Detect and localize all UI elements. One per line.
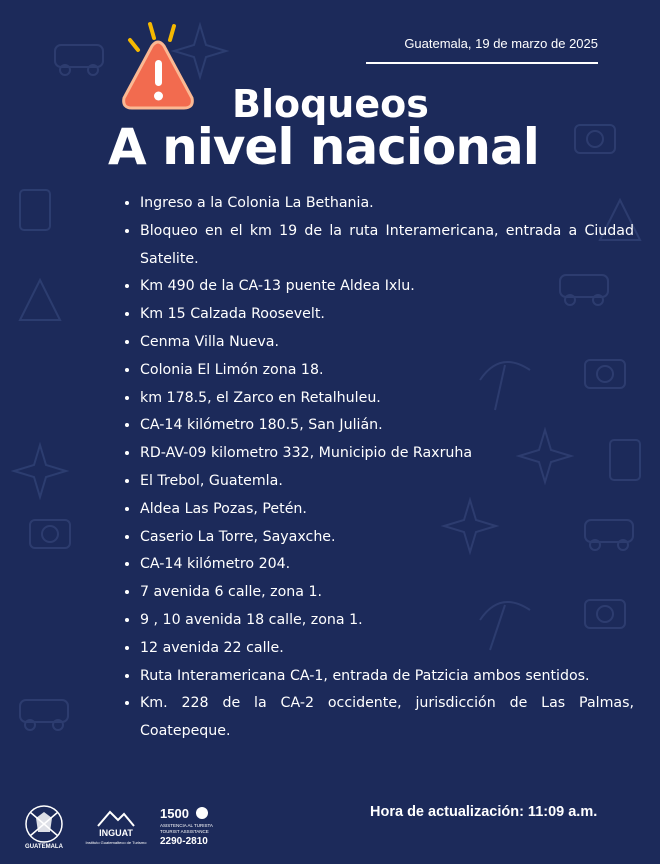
list-item: • CA-14 kilómetro 204. — [140, 551, 634, 579]
list-item: • El Trebol, Guatemla. — [140, 468, 634, 496]
blockade-list — [118, 190, 634, 746]
footer-logos — [20, 800, 220, 852]
list-item: • RD-AV-09 kilometro 332, Municipio de Raxruha — [140, 440, 634, 468]
tourist-assistance-logo — [160, 806, 213, 847]
list-item: • Aldea Las Pozas, Petén. — [140, 496, 634, 524]
list-item: • 12 avenida 22 calle. — [140, 635, 634, 663]
list-item: • km 178.5, el Zarco en Retalhuleu. — [140, 385, 634, 413]
list-item: • 7 avenida 6 calle, zona 1. — [140, 579, 634, 607]
page-subtitle: A nivel nacional — [108, 118, 539, 176]
list-item: • Cenma Villa Nueva. — [140, 329, 634, 357]
inguat-logo — [86, 812, 148, 845]
svg-text:Instituto Guatemalteco de Turi: Instituto Guatemalteco de Turismo — [85, 840, 147, 845]
coat-of-arms-logo — [25, 806, 64, 850]
list-item: • Ingreso a la Colonia La Bethania. — [140, 190, 634, 218]
list-item: • Bloqueo en el km 19 de la ruta Interamericana, entrada a Ciudad Satelite. — [140, 218, 634, 274]
list-item: • Km 15 Calzada Roosevelt. — [140, 301, 634, 329]
list-item: • Km. 228 de la CA-2 occidente, jurisdicción de Las Palmas, Coatepeque. — [140, 690, 634, 746]
list-item: • CA-14 kilómetro 180.5, San Julián. — [140, 412, 634, 440]
list-item: • Ruta Interamericana CA-1, entrada de Patzicia ambos sentidos. — [140, 663, 634, 691]
svg-text:INGUAT: INGUAT — [99, 828, 133, 838]
svg-text:2290-2810: 2290-2810 — [160, 836, 208, 847]
list-item: • 9 , 10 avenida 18 calle, zona 1. — [140, 607, 634, 635]
page-title: Bloqueos — [232, 82, 429, 126]
date-divider — [366, 62, 598, 64]
date-label: Guatemala, 19 de marzo de 2025 — [404, 36, 598, 51]
list-item: • Km 490 de la CA-13 puente Aldea Ixlu. — [140, 273, 634, 301]
whatsapp-icon — [196, 807, 208, 819]
warning-icon — [118, 18, 198, 113]
svg-text:TOURIST ASSISTANCE: TOURIST ASSISTANCE — [160, 829, 209, 834]
list-item: • Colonia El Limón zona 18. — [140, 357, 634, 385]
svg-text:GUATEMALA: GUATEMALA — [25, 844, 63, 850]
svg-text:1500: 1500 — [160, 806, 189, 821]
list-item: • Caserio La Torre, Sayaxche. — [140, 524, 634, 552]
svg-text:ASISTENCIA AL TURISTA: ASISTENCIA AL TURISTA — [160, 823, 213, 828]
update-time: Hora de actualización: 11:09 a.m. — [370, 804, 598, 820]
